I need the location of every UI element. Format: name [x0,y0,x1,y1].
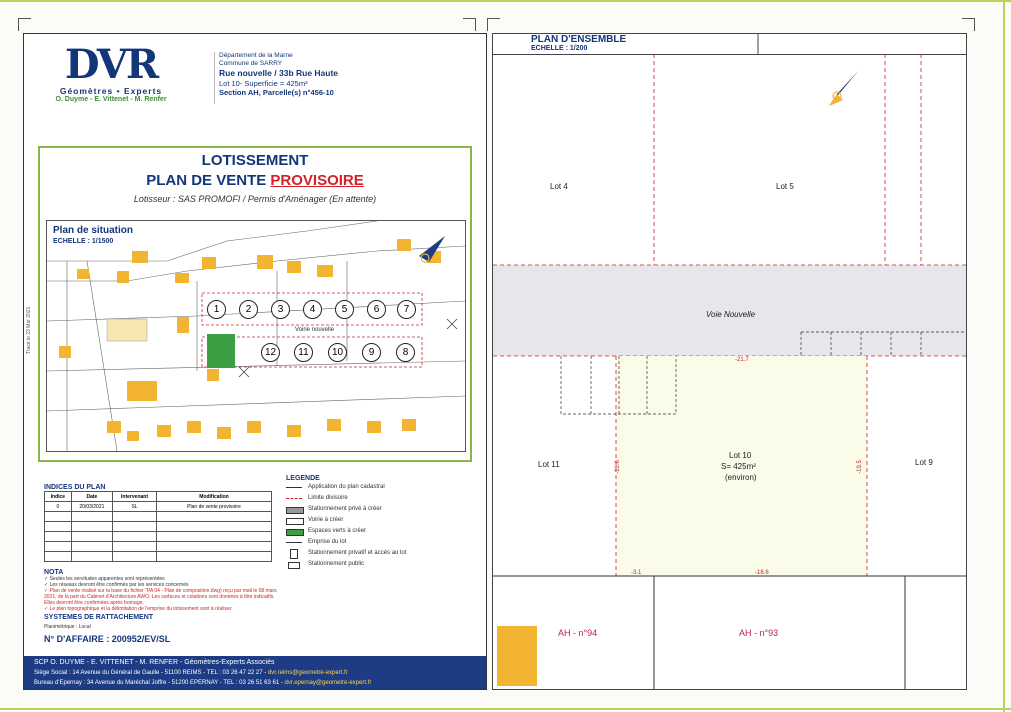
logo-subtitle: Géomètres • Experts [59,86,163,96]
scan-border-bottom [0,708,1011,710]
systemes-title: SYSTEMES DE RATTACHEMENT [44,614,154,621]
plan-subtitle [40,172,470,189]
situation-label: Plan de situation [53,225,134,236]
plan-ensemble-title: PLAN D'ENSEMBLE [531,34,627,45]
address: Rue nouvelle / 33b Rue Haute [219,68,339,78]
nota-line: ✓ Seules les servitudes apparentes sont représentées [44,576,165,582]
lot-11-label: Lot 11 [538,460,560,469]
vertical-file-note: Tracé le 23 Mar 2021 [26,306,32,354]
footer-reims-address: Siège Social : 14 Avenue du Général de Gaulle - 51100 REIMS - TEL : 03 26 47 22 27 - [34,670,268,676]
table-row [45,542,272,552]
measure-bottom: -18.6 [755,570,769,576]
crop-mark [962,18,975,31]
measure-right: -19.5 [856,460,863,474]
legend-label: Stationnement privatif et accès au lot [308,550,407,556]
legend-item [286,537,471,548]
lot-4-label: Lot 4 [550,182,568,191]
legend-item [286,548,471,559]
legend-label: Voirie à créer [308,517,344,523]
voirie-label: Voirie nouvelle [295,327,335,333]
footer-company: SCP O. DUYME - E. VITTENET - M. RENFER - Géomètres-Experts Associés [34,659,275,666]
table-row [45,512,272,522]
plan-ensemble-drawing [493,34,966,689]
legend-item [286,526,471,537]
lotisseur-line: Lotisseur : SAS PROMOFI / Permis d'Aménager (En attente) [133,194,377,204]
footer-banner [24,656,486,689]
case-number: N° D'AFFAIRE : 200952/EV/SL [44,634,171,644]
lot-9-label: Lot 9 [915,458,933,467]
epernay-email-link[interactable]: dvr.epernay@geometre-expert.fr [284,680,372,686]
footer-epernay-address: Bureau d'Epernay : 34 Avenue du Maréchal Joffre - 51200 EPERNAY - TEL : 03 26 51 63 61 - [34,680,285,686]
lot-marker: 7 [397,300,416,319]
lot-10-label: Lot 10 [729,451,752,460]
situation-drawing [47,221,465,451]
scan-border-top [0,0,1011,2]
plan-ensemble-page [492,33,967,690]
nota-text: Le plan topographique et la délimitation de l'emprise du lotissement sont à réaliser. [49,606,233,612]
legend-item [286,504,471,515]
situation-map [46,220,466,452]
lot-marker: 5 [335,300,354,319]
indices-title: INDICES DU PLAN [44,484,106,491]
project-info [214,52,404,104]
legend-label: Emprise du lot [308,539,347,545]
commune: Commune de SARRY [219,60,283,67]
lot-marker: 2 [239,300,258,319]
legend-label: Stationnement privé à créer [308,506,382,512]
lot-area: Lot 10- Superficie = 425m² [219,79,308,88]
plan-title: LOTISSEMENT [201,152,309,169]
crop-mark [463,18,476,31]
table-row [45,502,272,512]
indices-table [44,491,272,562]
main-frame [38,146,472,462]
legend-label: Stationnement public [308,561,365,567]
table-cell: SL [113,502,157,512]
lot-marker: 10 [328,343,347,362]
lot-marker: 3 [271,300,290,319]
legend-item [286,559,471,570]
department: Département de la Marne [219,52,293,59]
indices-block [44,484,272,562]
planimetric-note: Planimétrique : Local [44,624,91,630]
table-cell: 0 [45,502,72,512]
legend-title: LEGENDE [286,475,320,482]
company-logo [36,41,186,103]
lot-5-label: Lot 5 [776,182,794,191]
indices-header: Intervenant [113,492,157,502]
lot-10-approx: (environ) [725,473,757,482]
plan-ensemble-scale: ECHELLE : 1/200 [531,45,588,52]
lot-marker: 6 [367,300,386,319]
table-row [45,522,272,532]
nota-title: NOTA [44,569,64,576]
indices-header: Modification [157,492,272,502]
private-access-swatch [290,549,298,559]
reims-email-link[interactable]: dvr.reims@geometre-expert.fr [267,670,348,676]
crop-mark [18,18,31,31]
measure-bottom-left: -3.1 [631,570,642,576]
legend-label: Limite divisoire [308,495,348,501]
lot-10-area: S= 425m² [721,462,756,471]
table-cell: Plan de vente provisoire [157,502,272,512]
legend-item [286,482,471,493]
division-line-swatch [286,498,302,499]
nota-text: Plan de vente réalisé sur la base du fichier "PA 04 - Plan de composition.dwg) reçu par mail le 08 mars 2021, de la part du Cabinet d'Architecture AWO. Les surfaces et cotations sont données à titre indicatifs. Elles devront être confirmées après bornage. [44,588,277,606]
lot-footprint-swatch [286,542,302,543]
cadastral-section: Section AH, Parcelle(s) n°456-10 [219,88,334,97]
table-row [45,552,272,562]
nota-block [44,569,279,612]
legend-block [286,475,471,570]
green-space-swatch [286,529,304,536]
indices-header: Date [71,492,112,502]
lot-marker: 9 [362,343,381,362]
scan-border-right [1003,0,1005,712]
nota-text: Seules les servitudes apparentes sont représentées [49,576,165,582]
plan-subtitle-text: PLAN DE VENTE [146,172,267,189]
lot-marker: 4 [303,300,322,319]
nota-text: Les réseaux devront être confirmés par les services concernés [49,582,189,588]
measure-top: -21.7 [735,357,749,363]
lot-marker: 11 [294,343,313,362]
provisional-label: PROVISOIRE [270,172,364,189]
lot-marker: 12 [261,343,280,362]
legend-item [286,515,471,526]
nota-line: ✓ Plan de vente réalisé sur la base du fichier "PA 04 - Plan de composition.dwg) reçu par mail le 08 mars 2021, de la part du Cabinet d'Architecture AWO. Les surfaces et cotations sont données à titre indicatifs. Elles devront être confirmées après bornage. [44,588,277,606]
crop-mark [487,18,500,31]
footer-reims [34,668,486,678]
parcel-93-label: AH - n°93 [739,628,779,638]
table-row [45,532,272,542]
logo-names: O. Duyme - E. Vittenet - M. Renfer [55,96,167,103]
road-label: Voie Nouvelle [706,310,756,319]
parcel-94-label: AH - n°94 [558,628,598,638]
nota-line: ✓ Les réseaux devront être confirmés par les services concernés [44,582,189,588]
private-parking-swatch [286,507,304,514]
road-swatch [286,518,304,525]
public-parking-swatch [288,562,300,569]
situation-scale: ECHELLE : 1/1500 [53,238,114,245]
cartouche-page [23,33,487,690]
lot-marker: 8 [396,343,415,362]
indices-header: Indice [45,492,72,502]
legend-label: Espaces verts à créer [308,528,367,534]
cadastral-line-swatch [286,487,302,488]
table-cell: 20/03/2021 [71,502,112,512]
legend-item [286,493,471,504]
nota-line: ✓ Le plan topographique et la délimitation de l'emprise du lotissement sont à réaliser. [44,606,233,612]
lot-marker: 1 [207,300,226,319]
logo-mark: DVR [64,41,158,88]
footer-epernay [34,678,486,688]
north-arrow [829,70,859,106]
legend-label: Application du plan cadastral [308,484,385,490]
measure-left: -19.6 [614,460,621,474]
